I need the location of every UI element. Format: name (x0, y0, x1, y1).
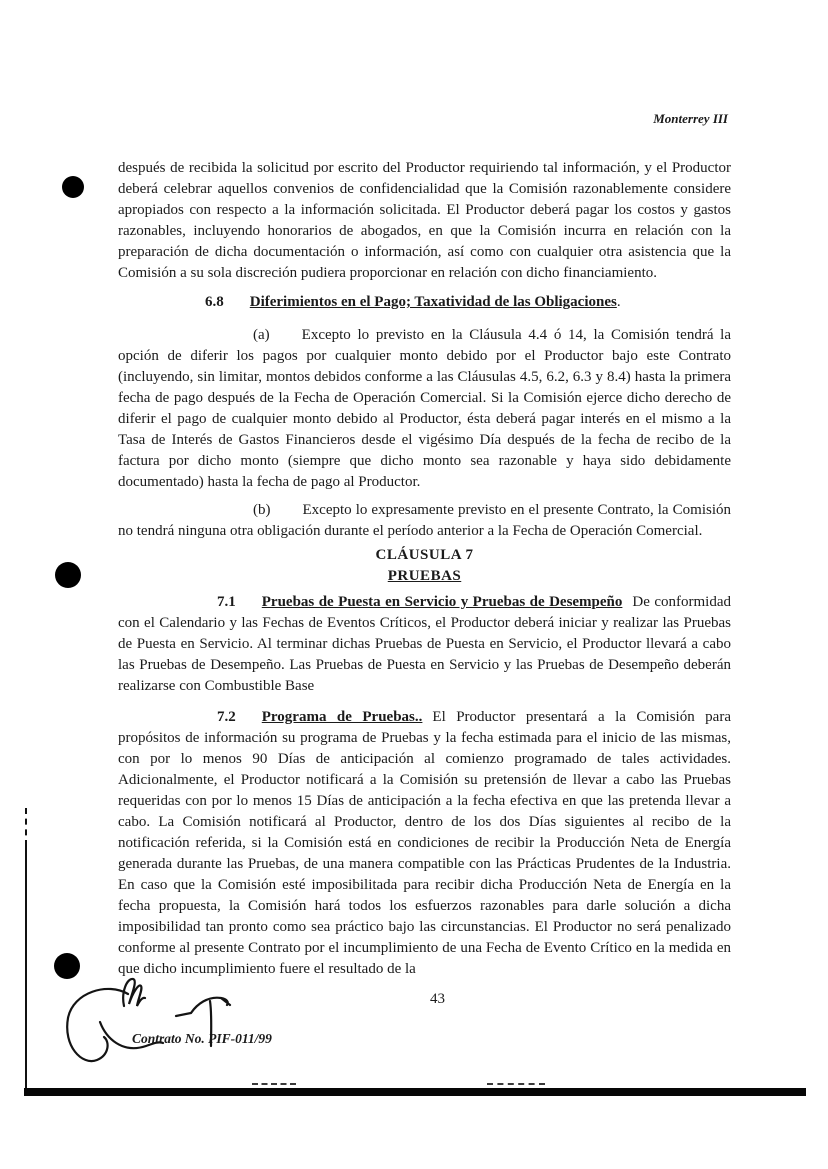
section-7-2-title: Programa de Pruebas.. (261, 709, 423, 725)
section-7-1-text: De conformidad con el Calendario y las Fechas de Eventos Críticos, el Productor deberá iniciar y realizar las Pruebas de Puesta en Servicio. Al terminar dichas Pruebas de Puesta en Servicio, el Productor llevará a cabo las Pruebas de Desempeño. Las Pruebas de Puesta en Servicio y las Pruebas de Desempeño deberán realizarse con Combustible Base (118, 594, 731, 694)
section-7-1-paragraph (118, 592, 731, 697)
scan-edge-line (25, 846, 27, 1088)
signature-scribble (40, 952, 260, 1074)
signature-loop (67, 989, 128, 1061)
section-7-2-text: El Productor presentará a la Comisión para propósitos de información su programa de Pruebas y la fecha estimada para el inicio de las mismas, con por lo menos 90 Días de anticipación al comienzo programado de tales actividades. Adicionalmente, el Productor notificará a la Comisión su pretensión de llevar a cabo las Pruebas requeridas con por lo menos 15 Días de anticipación a la fecha efectiva en que las pretenda llevar a cabo. La Comisión notificará al Productor, dentro de los dos Días siguientes al recibo de la notificación referida, si la Comisión está en condiciones de recibir la Producción Neta de Energía generada durante las Pruebas, de una manera compatible con las Prácticas Prudentes de la Industria. En caso que la Comisión esté imposibilitada para recibir dicha Producción Neta de Energía en la fecha propuesta, la Comisión hará todos los esfuerzos razonables para darle solución a dicha imposibilidad tan pronto como sea práctico bajo las circunstancias. El Productor no será penalizado conforme al presente Contrato por el incumplimiento de una Fecha de Evento Crítico en la medida en que dicho incumplimiento fuere el resultado de la (118, 709, 731, 977)
section-6-8-number: 6.8 (205, 294, 224, 310)
clausula-7-heading (118, 545, 731, 587)
paragraph-a-text: Excepto lo previsto en la Cláusula 4.4 ó 14, la Comisión tendrá la opción de diferir los pagos por cualquier monto debido por el Productor bajo este Contrato (incluyendo, sin limitar, montos debidos conforme a las Cláusulas 4.5, 6.2, 6.3 y 8.4) hasta la primera fecha de pago después de la Fecha de Operación Comercial. Si la Comisión ejerce dicho derecho de diferir el pago de cualquier monto debido al Productor, ésta deberá pagar interés en el mismo a la Tasa de Interés de Gastos Financieros desde el vigésimo Día después de la fecha de recibo de la factura por dicho monto (siempre que dicho monto sea razonable y haya sido debidamente documentado) hasta la fecha de pago al Productor. (118, 327, 731, 490)
section-7-2-number: 7.2 (217, 709, 236, 725)
signature-t-flourish-top (176, 998, 230, 1016)
signature-t-flourish-stem (210, 1001, 211, 1046)
paragraph-b-label: (b) (253, 502, 271, 518)
paragraph-a-label: (a) (253, 327, 270, 343)
document-title: Monterrey III (653, 111, 728, 126)
clausula-7-line1: CLÁUSULA 7 (375, 547, 474, 563)
paragraph-6-8-b (118, 500, 731, 542)
paragraph-6-8-a (118, 325, 731, 493)
scan-artifact-dash-right (487, 1083, 545, 1085)
section-6-8-title: Diferimientos en el Pago; Taxatividad de las Obligaciones (249, 294, 617, 310)
document-body (118, 158, 731, 980)
hole-punch-mark-middle (55, 562, 81, 588)
section-7-1-number: 7.1 (217, 594, 236, 610)
hole-punch-mark-top (62, 176, 84, 198)
contract-number: Contrato No. PIF-011/99 (132, 1031, 272, 1046)
section-7-2-paragraph (118, 707, 731, 980)
scan-edge-line-dashed (25, 808, 27, 846)
section-7-1-title: Pruebas de Puesta en Servicio y Pruebas de Desempeño (261, 594, 623, 610)
section-6-8-period: . (616, 294, 621, 310)
paragraph-b-text: Excepto lo expresamente previsto en el presente Contrato, la Comisión no tendrá ninguna otra obligación durante el período anterior a la Fecha de Operación Comercial. (118, 502, 731, 539)
clausula-7-line2: PRUEBAS (387, 568, 462, 584)
section-6-8-heading (118, 292, 731, 313)
page-number: 43 (430, 991, 445, 1007)
scan-artifact-dash-left (252, 1083, 296, 1085)
signature-loop-tail (100, 1022, 163, 1048)
scan-bottom-bar (24, 1088, 806, 1096)
paragraph-continuation: después de recibida la solicitud por escrito del Productor requiriendo tal información, y el Productor deberá celebrar aquellos convenios de confidencialidad que la Comisión razonablemente considere apropiados con respecto a la información solicitada. El Productor deberá pagar los costos y gastos razonables, incluyendo honorarios de abogados, en que la Comisión incurra en relación con la preparación de dicha documentación o información, así como con cualquier otra asistencia que la Comisión a su sola discreción pudiera proporcionar en relación con dicho financiamiento. (118, 160, 731, 281)
page-header (653, 111, 728, 127)
